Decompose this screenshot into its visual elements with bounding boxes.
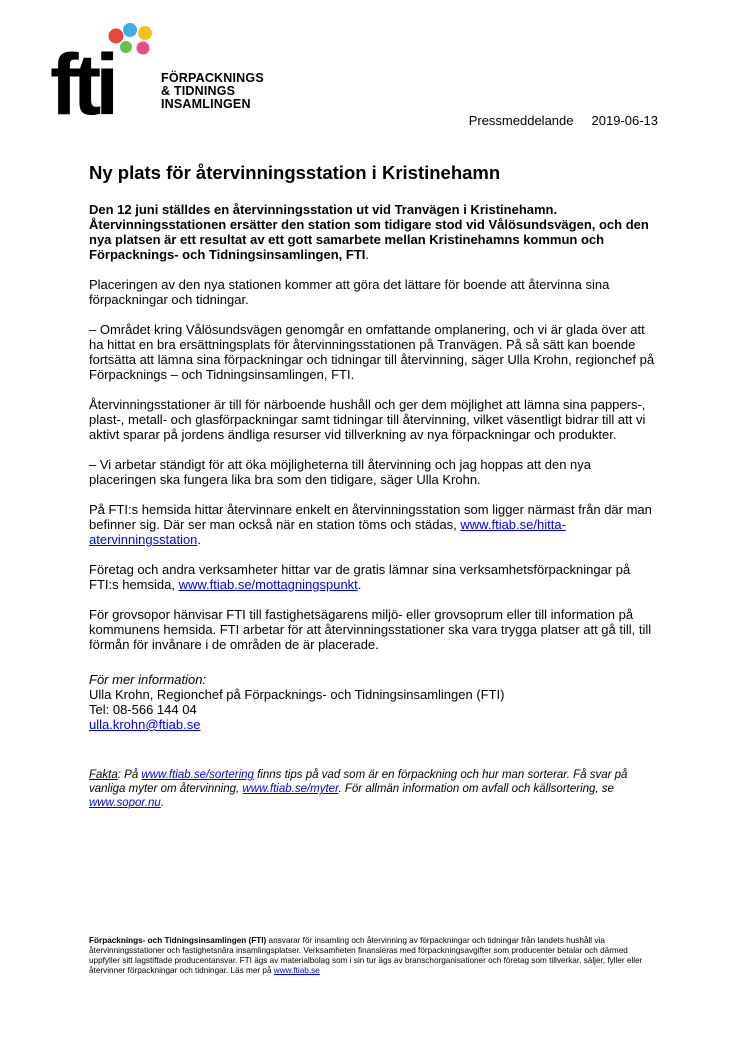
- myter-link[interactable]: www.ftiab.se/myter: [242, 783, 339, 795]
- paragraph-3: Återvinningsstationer är till för närboende hushåll och ger dem möjlighet att lämna sina pappers-, plast-, metall- och glasförpackningar samt tidningar till återvinning, vilket väsentligt bidrar till att vi aktivt sparar på jordens ändliga resurser vid tillverkning av nya förpackningar och produkter.: [89, 397, 646, 442]
- footer-text: ansvarar för insamling och återvinning av förpackningar och tidningar från landets hushåll via återvinningsstationer och fastighetsnära insamlingsplatser. Verksamheten finansieras med förpackningsavgifter som producenter betalar och därmed uppfyller sitt lagstiftade producentansvar. FTI ägs av materialbolag som i sin tur ägs av branschorganisationer och företag som tillverkar, säljer, fyller eller återvinner förpackningar och tidningar. Läs mer på: [89, 936, 643, 975]
- document-body: [89, 162, 659, 810]
- contact-tel: Tel: 08-566 144 04: [89, 702, 197, 717]
- fakta-block: [89, 768, 659, 810]
- contact-block: [89, 672, 659, 732]
- sortering-link[interactable]: www.ftiab.se/sortering: [141, 769, 254, 781]
- paragraph-5-end: .: [197, 532, 202, 547]
- logo-wordmark: [161, 72, 264, 111]
- paragraph-6-text: Företag och andra verksamheter hittar var de gratis lämnar sina verksamhetsförpackningar på FTI:s hemsida,: [89, 562, 631, 592]
- logo-dot-pink: [137, 42, 150, 55]
- logo-dot-yellow: [138, 26, 152, 40]
- fakta-text-1: : På: [117, 769, 142, 781]
- press-date: 2019-06-13: [591, 113, 658, 128]
- footer-bold: Förpacknings- och Tidningsinsamlingen (FTI): [89, 936, 267, 945]
- page-title: Ny plats för återvinningsstation i Kristinehamn: [89, 162, 501, 183]
- logo-dot-blue: [123, 23, 137, 37]
- paragraph-4: – Vi arbetar ständigt för att öka möjligheterna till återvinning och jag hoppas att den nya placeringen ska fungera lika bra som den tidigare, säger Ulla Krohn.: [89, 457, 592, 487]
- hitta-atervinningsstation-link[interactable]: www.ftiab.se/hitta-atervinningsstation: [89, 517, 566, 547]
- fakta-text-3: . För allmän information om avfall och källsortering, se: [338, 783, 614, 795]
- ftiab-link[interactable]: www.ftiab.se: [273, 966, 320, 975]
- contact-heading: För mer information:: [89, 672, 207, 687]
- logo-dot-green: [120, 41, 132, 53]
- sopor-link[interactable]: www.sopor.nu: [89, 797, 161, 809]
- fakta-text-2: finns tips på vad som är en förpackning och hur man sorterar. Få svar på vanliga myter om återvinning,: [89, 769, 628, 795]
- fakta-label: Fakta: [89, 769, 118, 781]
- mottagningspunkt-link[interactable]: www.ftiab.se/mottagningspunkt: [178, 577, 358, 592]
- fakta-text-4: .: [160, 797, 165, 809]
- lead-paragraph: [89, 202, 659, 262]
- paragraph-2: – Området kring Vålösundsvägen genomgår en omfattande omplanering, och vi är glada över att ha hittat en bra ersättningsplats för återvinningsstationen på Tranvägen. På så sätt kan boende fortsätta att lämna sina förpackningar och tidningar till återvinning, säger Ulla Krohn, regionchef på Förpacknings – och Tidningsinsamlingen, FTI.: [89, 322, 655, 382]
- logo-mark-text: fti: [50, 37, 114, 118]
- contact-name: Ulla Krohn, Regionchef på Förpacknings- och Tidningsinsamlingen (FTI): [89, 687, 505, 702]
- paragraph-7: För grovsopor hänvisar FTI till fastighetsägarens miljö- eller grovsoprum eller till information på kommunens hemsida. FTI arbetar för att återvinningsstationer ska vara trygga platser att gå till, till förmån för invånare i de områden de är placerade.: [89, 607, 652, 652]
- contact-email-link[interactable]: ulla.krohn@ftiab.se: [89, 717, 201, 732]
- paragraph-5: [89, 502, 659, 547]
- logo-line-1: FÖRPACKNINGS: [161, 71, 264, 85]
- logo-line-3: INSAMLINGEN: [161, 97, 251, 111]
- press-label: Pressmeddelande: [468, 113, 574, 128]
- logo-line-2: & TIDNINGS: [161, 84, 236, 98]
- fti-logo-mark: [50, 22, 155, 118]
- paragraph-1: Placeringen av den nya stationen kommer att göra det lättare för boende att återvinna sina förpackningar och tidningar.: [89, 277, 610, 307]
- lead-text: Den 12 juni ställdes en återvinningsstation ut vid Tranvägen i Kristinehamn. Återvinningsstationen ersätter den station som tidigare stod vid Vålösundsvägen, och den nya platsen är ett resultat av ett gott samarbete mellan Kristinehamns kommun och Förpacknings- och Tidningsinsamlingen, FTI: [89, 202, 649, 262]
- paragraph-5-text: På FTI:s hemsida hittar återvinnare enkelt en återvinningsstation som ligger närmast från där man befinner sig. Där ser man också när en station töms och städas,: [89, 502, 652, 532]
- paragraph-6-end: .: [357, 577, 362, 592]
- press-header: [469, 113, 658, 128]
- paragraph-6: [89, 562, 659, 592]
- footer-about: [89, 936, 649, 976]
- lead-end: .: [365, 247, 370, 262]
- fti-logo: [50, 22, 290, 122]
